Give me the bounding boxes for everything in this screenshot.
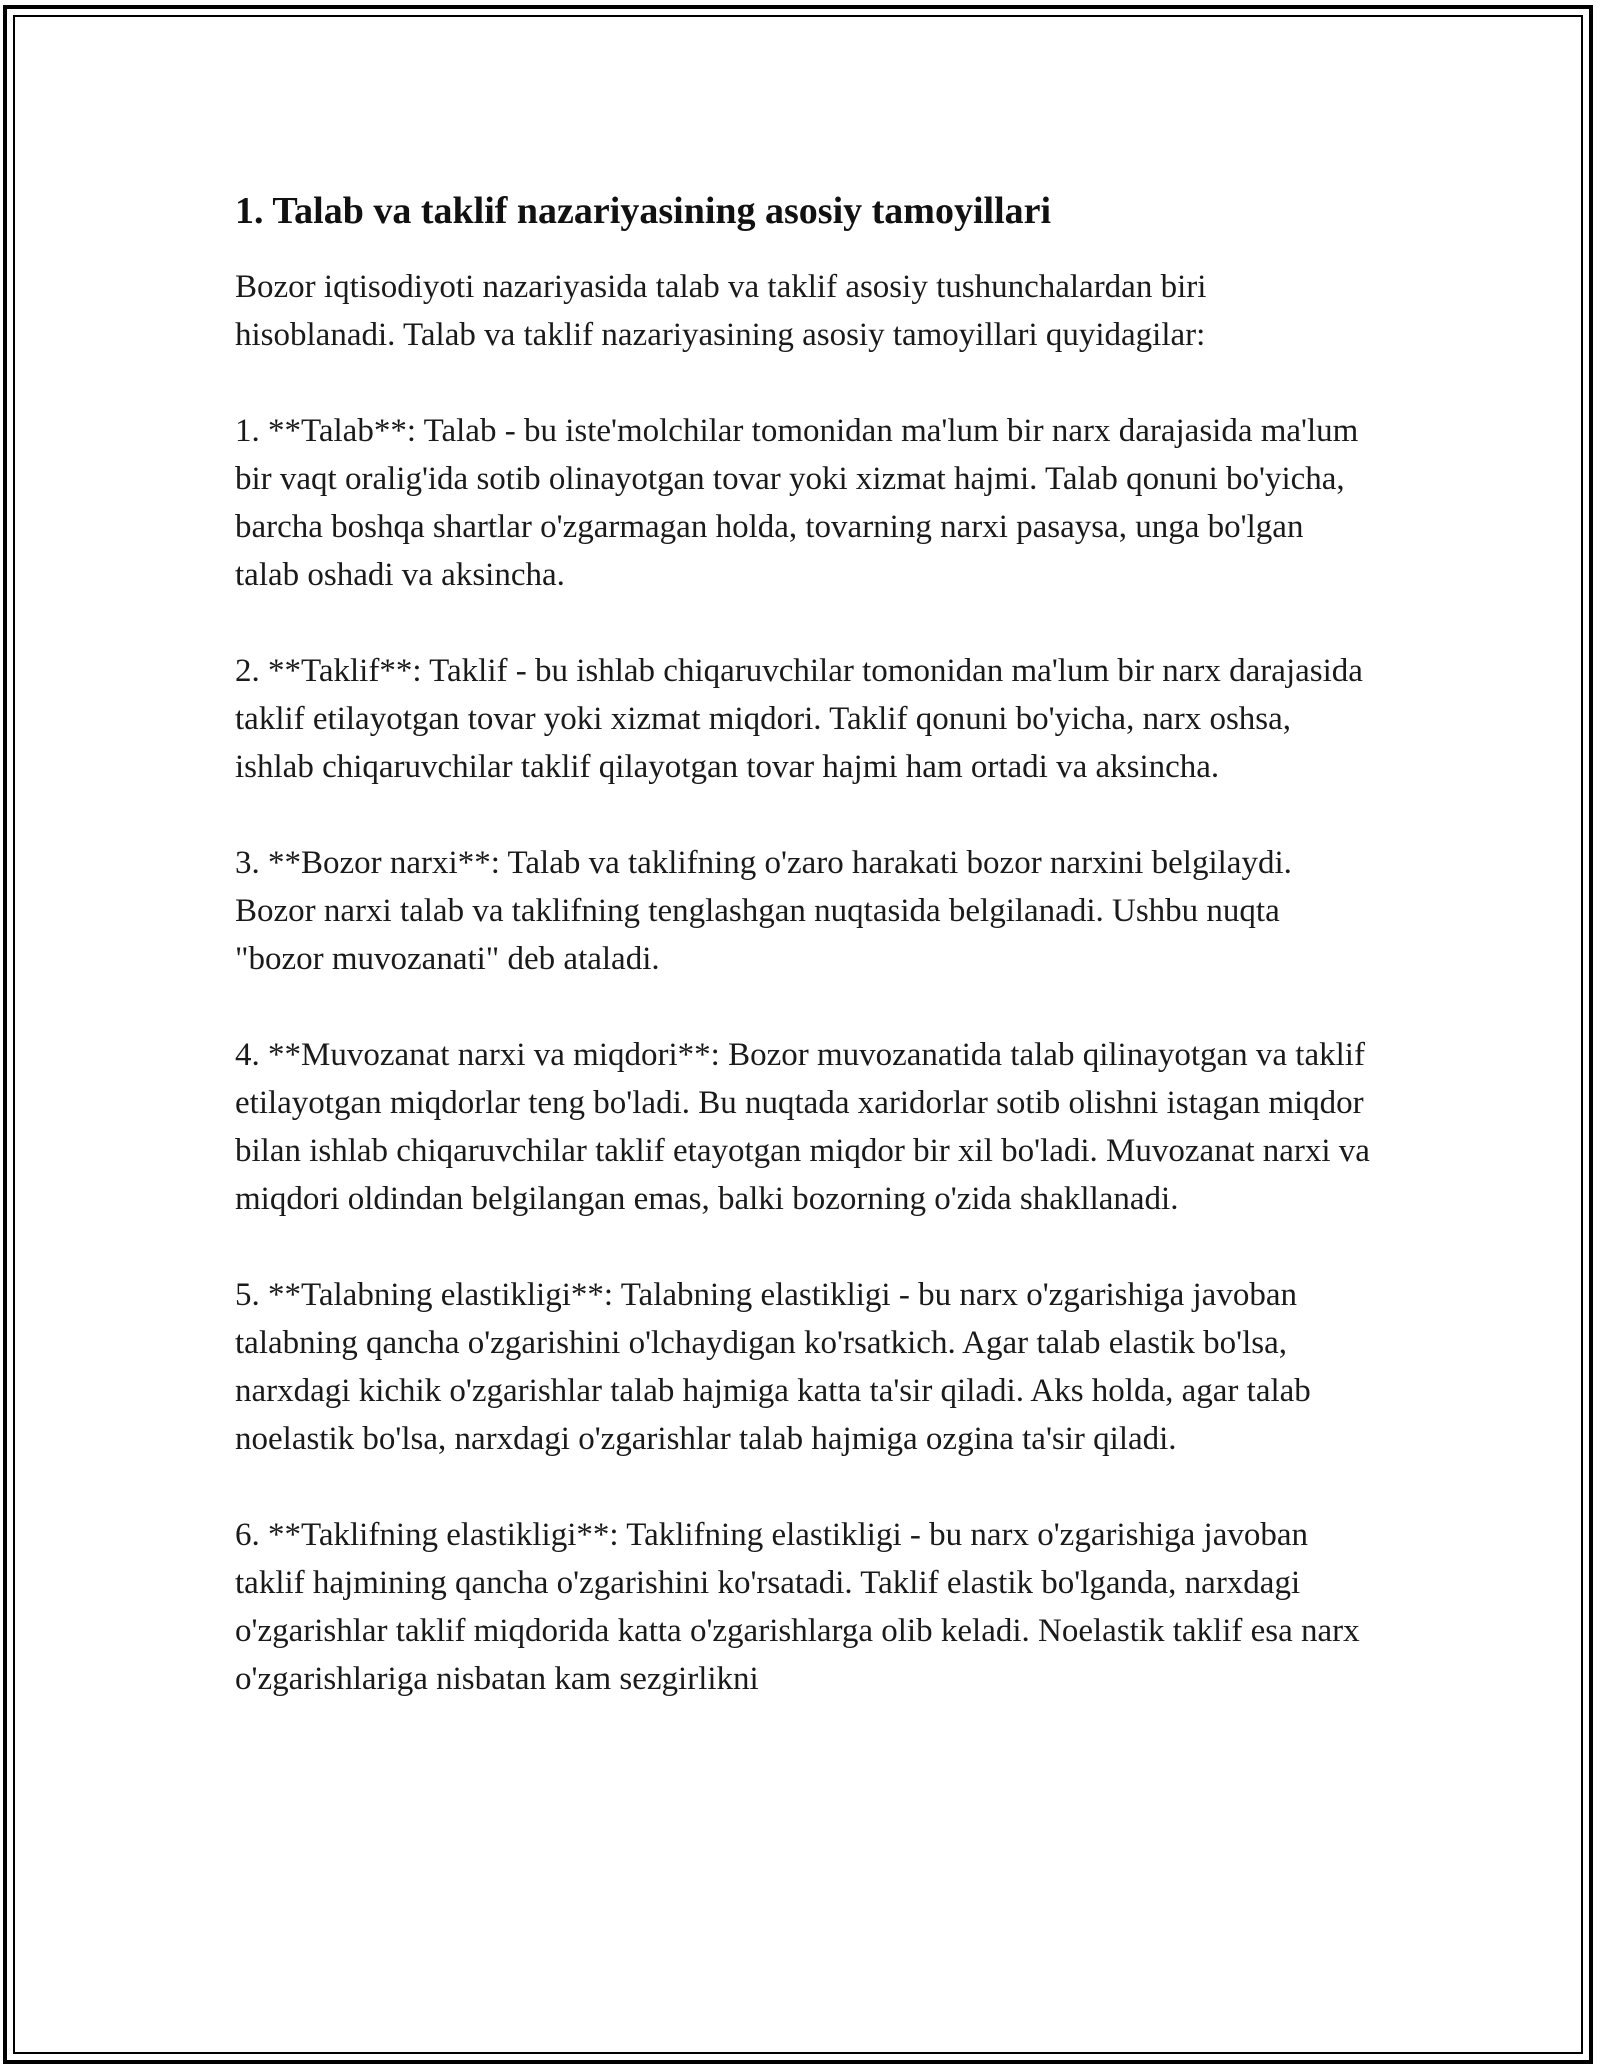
document-body xyxy=(235,187,1375,1751)
section-heading: 1. Talab va taklif nazariyasining asosiy tamoyillari xyxy=(235,190,1052,232)
paragraph-talab-elastikligi: 5. **Talabning elastikligi**: Talabning elastikligi - bu narx o'zgarishiga javoban talabning qancha o'zgarishini o'lchaydigan ko'rsatkich. Agar talab elastik bo'lsa, narxdagi kichik o'zgarishlar talab hajmiga katta ta'sir qiladi. Aks holda, agar talab noelastik bo'lsa, narxdagi o'zgarishlar talab hajmiga ozgina ta'sir qiladi. xyxy=(235,1277,1311,1457)
paragraph-muvozanat: 4. **Muvozanat narxi va miqdori**: Bozor muvozanatida talab qilinayotgan va taklif etilayotgan miqdorlar teng bo'ladi. Bu nuqtada xaridorlar sotib olishni istagan miqdor bilan ishlab chiqaruvchilar taklif etayotgan miqdor bir xil bo'ladi. Muvozanat narxi va miqdori oldindan belgilangan emas, balki bozorning o'zida shakllanadi. xyxy=(235,1037,1370,1217)
paragraph-bozor-narxi: 3. **Bozor narxi**: Talab va taklifning o'zaro harakati bozor narxini belgilaydi. Bozor narxi talab va taklifning tenglashgan nuqtasida belgilanadi. Ushbu nuqta "bozor muvozanati" deb ataladi. xyxy=(235,845,1292,977)
paragraph-taklif-elastikligi: 6. **Taklifning elastikligi**: Taklifning elastikligi - bu narx o'zgarishiga javoban taklif hajmining qancha o'zgarishini ko'rsatadi. Taklif elastik bo'lganda, narxdagi o'zgarishlar taklif miqdorida katta o'zgarishlarga olib keladi. Noelastik taklif esa narx o'zgarishlariga nisbatan kam sezgirlikni xyxy=(235,1517,1360,1697)
intro-paragraph: Bozor iqtisodiyoti nazariyasida talab va taklif asosiy tushunchalardan biri hisoblanadi. Talab va taklif nazariyasining asosiy tamoyillari quyidagilar: xyxy=(235,269,1207,353)
paragraph-taklif: 2. **Taklif**: Taklif - bu ishlab chiqaruvchilar tomonidan ma'lum bir narx darajasida taklif etilayotgan tovar yoki xizmat miqdori. Taklif qonuni bo'yicha, narx oshsa, ishlab chiqaruvchilar taklif qilayotgan tovar hajmi ham ortadi va aksincha. xyxy=(235,653,1363,785)
paragraph-talab: 1. **Talab**: Talab - bu iste'molchilar tomonidan ma'lum bir narx darajasida ma'lum bir vaqt oralig'ida sotib olinayotgan tovar yoki xizmat hajmi. Talab qonuni bo'yicha, barcha boshqa shartlar o'zgarmagan holda, tovarning narxi pasaysa, unga bo'lgan talab oshadi va aksincha. xyxy=(235,413,1359,593)
